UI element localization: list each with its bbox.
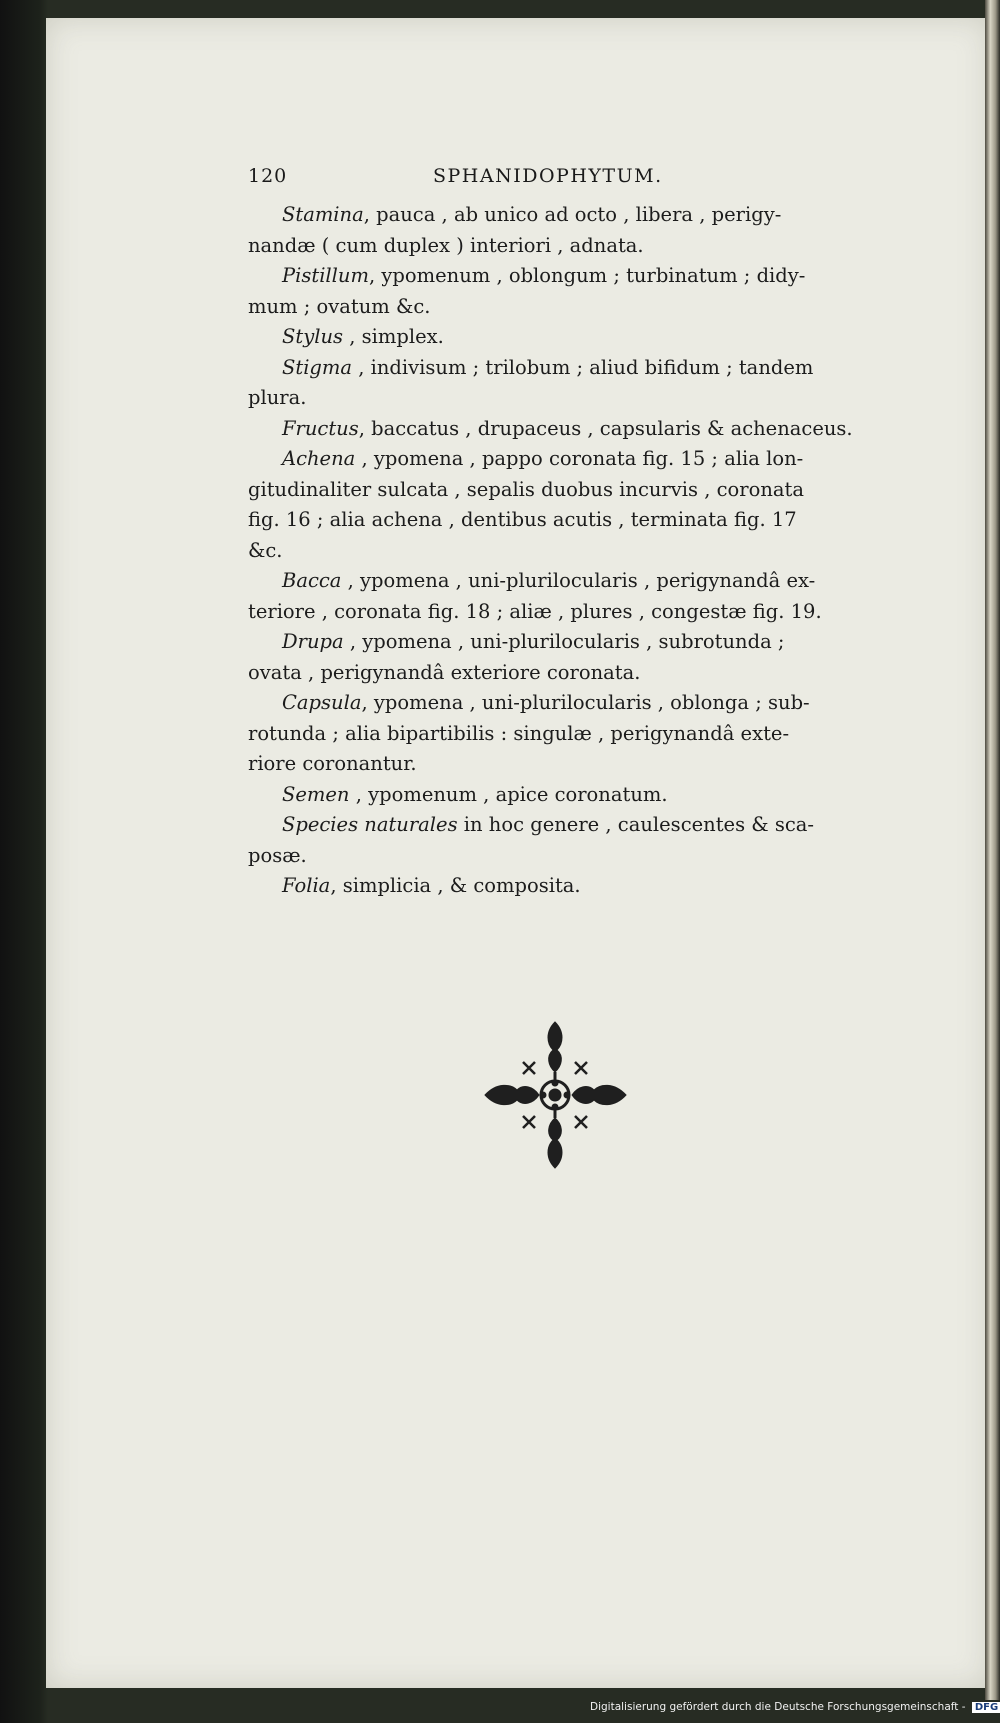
entry-term: Stigma [282, 355, 353, 379]
entry-term: Pistillum [282, 264, 369, 287]
page-edge [985, 0, 1000, 1700]
text-line [248, 353, 882, 384]
text-line [248, 566, 882, 597]
text-line [248, 383, 882, 414]
line-text: mum ; ovatum &c. [248, 294, 431, 318]
line-text: , ypomena , uni-plurilocularis , oblonga ; sub- [361, 691, 810, 714]
text-line [248, 719, 882, 750]
line-text: , simplicia , & composita. [330, 874, 581, 897]
line-text: nandæ ( cum duplex ) interiori , adnata. [248, 233, 644, 257]
text-line [248, 627, 882, 658]
entry-term: Stamina [282, 203, 364, 226]
entry-term: Stylus [282, 325, 344, 348]
entry-term: Species naturales [282, 813, 458, 836]
text-line [248, 810, 882, 841]
entry-term: Semen [282, 782, 350, 806]
text-line [248, 475, 882, 506]
line-text: , ypomena , uni-plurilocularis , subrotunda ; [343, 630, 785, 653]
credit-text: Digitalisierung gefördert durch die Deutsche Forschungsgemeinschaft - [590, 1701, 966, 1713]
running-title: SPHANIDOPHYTUM. [433, 165, 663, 187]
ornament-vignette [483, 1020, 628, 1170]
line-text: , simplex. [343, 325, 444, 348]
text-line [248, 871, 882, 902]
text-line [248, 322, 882, 353]
line-text: , pauca , ab unico ad octo , libera , perigy- [363, 203, 782, 226]
line-text: plura. [248, 386, 307, 409]
text-line [248, 536, 882, 567]
line-text: , ypomena , pappo coronata fig. 15 ; alia lon- [355, 447, 804, 470]
text-line [248, 200, 882, 231]
line-text: gitudinaliter sulcata , sepalis duobus incurvis , coronata [248, 477, 804, 501]
text-line [248, 841, 882, 872]
page-number: 120 [248, 165, 288, 187]
line-text: in hoc genere , caulescentes & sca- [457, 813, 814, 836]
text-line [248, 261, 882, 292]
text-line [248, 780, 882, 811]
entry-term: Folia [282, 874, 331, 897]
text-line [248, 231, 882, 262]
line-text: rotunda ; alia bipartibilis : singulæ , perigynandâ exte- [248, 721, 790, 745]
digitization-credit [590, 1701, 999, 1719]
text-line [248, 597, 882, 628]
line-text: fig. 16 ; alia achena , dentibus acutis , terminata fig. 17 [248, 508, 797, 531]
line-text: ovata , perigynandâ exteriore coronata. [248, 660, 641, 684]
line-text: , baccatus , drupaceus , capsularis & achenaceus. [358, 416, 853, 440]
entry-term: Capsula [282, 691, 362, 714]
line-text: , ypomena , uni-plurilocularis , perigynandâ ex- [341, 569, 816, 592]
line-text: teriore , coronata fig. 18 ; aliæ , plures , congestæ fig. 19. [248, 599, 822, 623]
entry-term: Drupa [282, 630, 344, 653]
entry-term: Fructus [282, 416, 359, 440]
text-line [248, 749, 882, 780]
text-line [248, 292, 882, 323]
line-text: posæ. [248, 843, 307, 867]
dfg-logo: DFG [972, 1702, 1000, 1713]
entry-term: Bacca [282, 569, 342, 592]
text-line [248, 414, 882, 445]
text-line [248, 658, 882, 689]
body-text [248, 200, 882, 902]
entry-term: Achena [282, 447, 356, 470]
text-line [248, 505, 882, 536]
line-text: , ypomenum , oblongum ; turbinatum ; didy- [368, 264, 806, 287]
line-text: riore coronantur. [248, 752, 417, 775]
line-text: , indivisum ; trilobum ; aliud bifidum ; tandem [352, 355, 814, 379]
line-text: &c. [248, 538, 283, 562]
text-line [248, 444, 882, 475]
line-text: , ypomenum , apice coronatum. [349, 782, 668, 806]
text-line [248, 688, 882, 719]
